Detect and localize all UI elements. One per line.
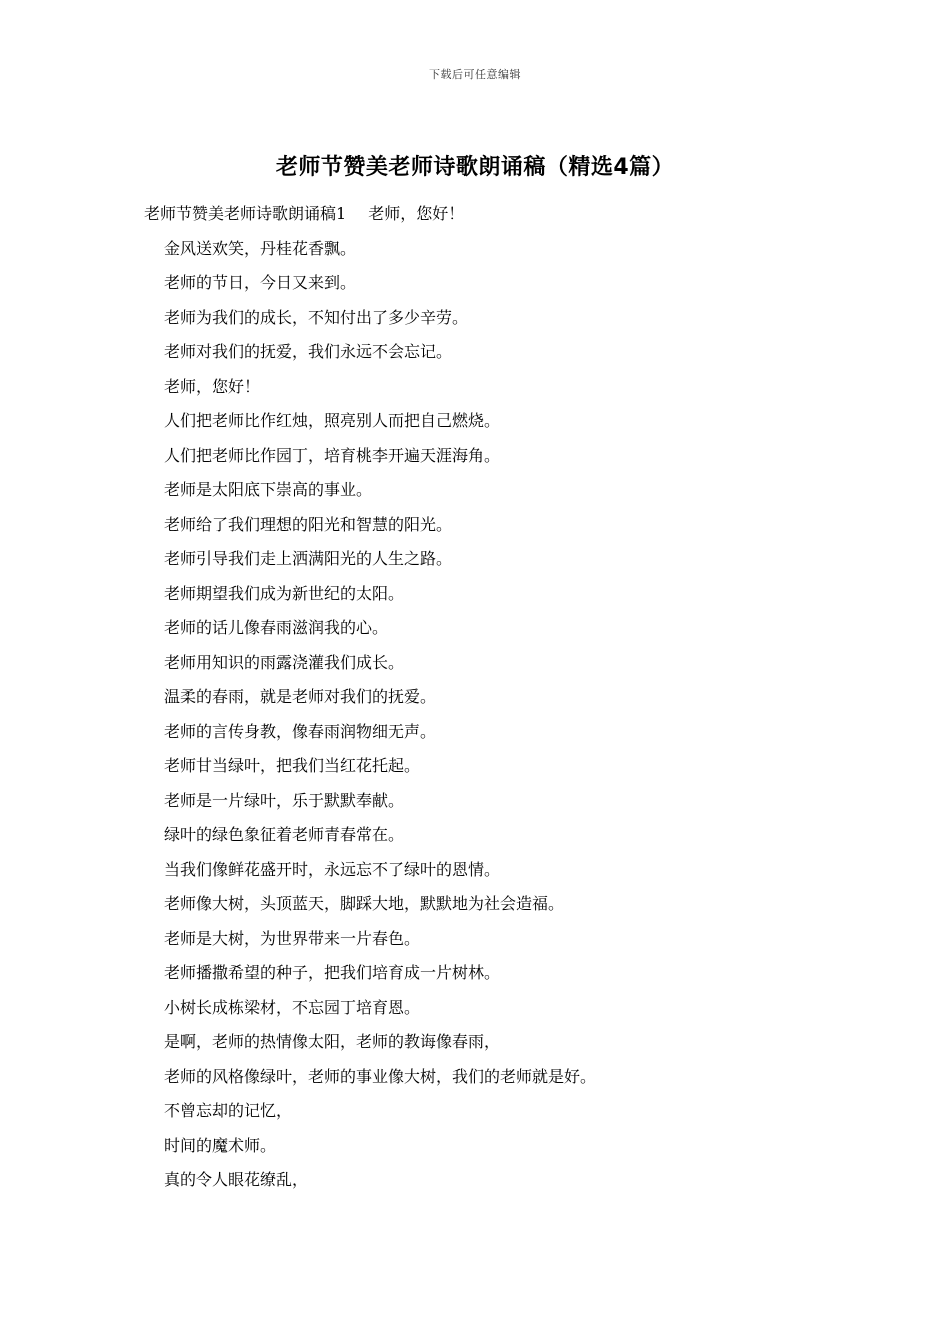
first-line [144, 197, 844, 232]
poem-line: 人们把老师比作园丁，培育桃李开遍天涯海角。 [164, 445, 501, 465]
document-title: 老师节赞美老师诗歌朗诵稿（精选4篇） [275, 155, 675, 180]
poem-line: 是啊，老师的热情像太阳，老师的教诲像春雨， [164, 1032, 501, 1051]
poem-line: 老师像大树，头顶蓝天，脚踩大地，默默地为社会造福。 [164, 894, 565, 913]
poem-line: 真的令人眼花缭乱， [164, 1170, 309, 1189]
poem-line: 温柔的春雨，就是老师对我们的抚爱。 [164, 687, 437, 706]
poem-line: 金风送欢笑，丹桂花香飘。 [164, 238, 357, 258]
poem-line: 小树长成栋梁材，不忘园丁培育恩。 [164, 997, 421, 1017]
poem-line: 老师的风格像绿叶，老师的事业像大树，我们的老师就是好。 [164, 1066, 597, 1086]
poem-line: 老师，您好！ [164, 376, 261, 396]
poem-line: 老师的节日，今日又来到。 [164, 273, 357, 292]
poem-line: 绿叶的绿色象征着老师青春常在。 [164, 825, 405, 844]
poem-line: 老师是大树，为世界带来一片春色。 [164, 928, 421, 948]
poem-line: 老师的言传身教，像春雨润物细无声。 [164, 721, 437, 741]
poem-line: 老师是太阳底下崇高的事业。 [164, 480, 373, 499]
poem-line: 老师为我们的成长，不知付出了多少辛劳。 [164, 307, 469, 327]
poem-line: 时间的魔术师。 [164, 1135, 277, 1155]
poem-line: 老师的话儿像春雨滋润我的心。 [164, 618, 389, 637]
first-line-text: 老师，您好！ [368, 204, 465, 223]
poem-line: 老师播撒希望的种子，把我们培育成一片树林。 [164, 963, 501, 982]
section-heading: 老师节赞美老师诗歌朗诵稿1 [144, 204, 347, 223]
poem-line: 当我们像鲜花盛开时，永远忘不了绿叶的恩情。 [164, 859, 501, 879]
poem-line: 人们把老师比作红烛，照亮别人而把自己燃烧。 [164, 411, 501, 430]
poem-line: 老师对我们的抚爱，我们永远不会忘记。 [164, 342, 453, 361]
poem-line: 老师甘当绿叶，把我们当红花托起。 [164, 756, 421, 775]
poem-line: 老师给了我们理想的阳光和智慧的阳光。 [164, 514, 453, 534]
poem-line: 老师用知识的雨露浇灌我们成长。 [164, 652, 405, 672]
poem-line: 老师是一片绿叶，乐于默默奉献。 [164, 790, 405, 810]
document-body [144, 197, 844, 1198]
poem-line: 老师期望我们成为新世纪的太阳。 [164, 583, 405, 603]
poem-line: 不曾忘却的记忆， [164, 1101, 293, 1120]
poem-line: 老师引导我们走上洒满阳光的人生之路。 [164, 549, 453, 568]
page-header-note: 下载后可任意编辑 [429, 68, 521, 81]
